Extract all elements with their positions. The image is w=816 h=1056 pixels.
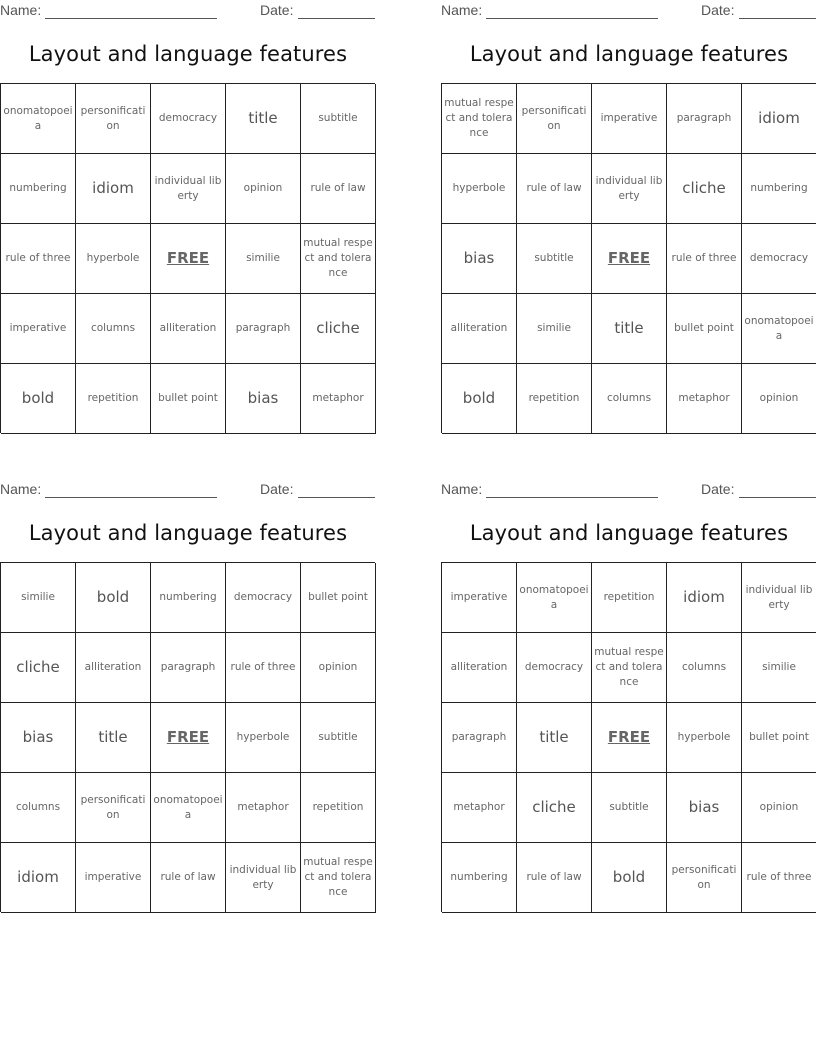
- bingo-cell: subtitle: [301, 703, 376, 773]
- bingo-cell: rule of law: [517, 154, 592, 224]
- bingo-cell: rule of law: [517, 843, 592, 913]
- bingo-cell: alliteration: [151, 294, 226, 364]
- name-blank-line: [45, 497, 217, 498]
- bingo-cell: idiom: [1, 843, 76, 913]
- name-date-row: [441, 481, 816, 499]
- bingo-cell: opinion: [742, 364, 816, 434]
- bingo-cell: paragraph: [151, 633, 226, 703]
- bingo-cell: cliche: [517, 773, 592, 843]
- bingo-grid: [441, 562, 816, 912]
- bingo-card: [441, 479, 816, 919]
- bingo-cell: idiom: [742, 84, 816, 154]
- bingo-cell: imperative: [1, 294, 76, 364]
- bingo-cell: cliche: [301, 294, 376, 364]
- bingo-cell: alliteration: [442, 633, 517, 703]
- bingo-cell: paragraph: [226, 294, 301, 364]
- free-space-cell: FREE: [592, 224, 667, 294]
- name-label: Name:: [441, 2, 483, 18]
- name-blank-line: [45, 18, 217, 19]
- bingo-grid: [0, 562, 375, 912]
- date-label: Date:: [701, 2, 735, 18]
- bingo-cell: bias: [226, 364, 301, 434]
- date-label: Date:: [260, 481, 294, 497]
- bingo-cell: onomatopoeia: [742, 294, 816, 364]
- bingo-cell: metaphor: [667, 364, 742, 434]
- card-title: Layout and language features: [28, 521, 348, 545]
- bingo-cell: cliche: [667, 154, 742, 224]
- bingo-cell: mutual respect and tolerance: [592, 633, 667, 703]
- bingo-cell: repetition: [76, 364, 151, 434]
- bingo-cell: alliteration: [442, 294, 517, 364]
- name-label: Name:: [0, 2, 42, 18]
- bingo-cell: hyperbole: [442, 154, 517, 224]
- bingo-cell: columns: [667, 633, 742, 703]
- bingo-cell: repetition: [301, 773, 376, 843]
- bingo-cell: personification: [517, 84, 592, 154]
- bingo-cell: onomatopoeia: [517, 563, 592, 633]
- bingo-cell: personification: [76, 84, 151, 154]
- bingo-cell: cliche: [1, 633, 76, 703]
- bingo-cell: numbering: [742, 154, 816, 224]
- bingo-cell: bullet point: [667, 294, 742, 364]
- bingo-cell: columns: [592, 364, 667, 434]
- bingo-cell: imperative: [76, 843, 151, 913]
- bingo-cell: bias: [1, 703, 76, 773]
- bingo-card: [0, 479, 376, 919]
- name-blank-line: [486, 18, 658, 19]
- bingo-cell: columns: [1, 773, 76, 843]
- bingo-cell: similie: [517, 294, 592, 364]
- free-space-cell: FREE: [151, 703, 226, 773]
- bingo-cell: title: [517, 703, 592, 773]
- free-space-cell: FREE: [592, 703, 667, 773]
- name-blank-line: [486, 497, 658, 498]
- bingo-cell: metaphor: [226, 773, 301, 843]
- bingo-cell: mutual respect and tolerance: [301, 224, 376, 294]
- name-date-row: [0, 2, 376, 20]
- bingo-cell: mutual respect and tolerance: [301, 843, 376, 913]
- bingo-cell: hyperbole: [226, 703, 301, 773]
- bingo-cell: similie: [742, 633, 816, 703]
- bingo-cell: rule of three: [742, 843, 816, 913]
- name-date-row: [0, 481, 376, 499]
- bingo-cell: alliteration: [76, 633, 151, 703]
- bingo-cell: hyperbole: [667, 703, 742, 773]
- bingo-cell: individual liberty: [226, 843, 301, 913]
- bingo-cell: numbering: [1, 154, 76, 224]
- free-space-cell: FREE: [151, 224, 226, 294]
- bingo-cell: repetition: [592, 563, 667, 633]
- date-blank-line: [739, 18, 816, 19]
- bingo-cell: onomatopoeia: [1, 84, 76, 154]
- bingo-grid: [441, 83, 816, 433]
- name-label: Name:: [441, 481, 483, 497]
- bingo-cell: numbering: [442, 843, 517, 913]
- card-title: Layout and language features: [469, 521, 789, 545]
- bingo-cell: personification: [76, 773, 151, 843]
- date-blank-line: [298, 497, 375, 498]
- bingo-cell: opinion: [742, 773, 816, 843]
- bingo-cell: idiom: [667, 563, 742, 633]
- bingo-cell: mutual respect and tolerance: [442, 84, 517, 154]
- bingo-cell: bold: [442, 364, 517, 434]
- bingo-cell: rule of three: [667, 224, 742, 294]
- card-title: Layout and language features: [28, 42, 348, 66]
- bingo-cell: individual liberty: [592, 154, 667, 224]
- bingo-cell: rule of law: [301, 154, 376, 224]
- bingo-cell: democracy: [742, 224, 816, 294]
- bingo-cell: paragraph: [667, 84, 742, 154]
- bingo-cell: idiom: [76, 154, 151, 224]
- bingo-cell: similie: [226, 224, 301, 294]
- bingo-cell: rule of three: [1, 224, 76, 294]
- bingo-cell: hyperbole: [76, 224, 151, 294]
- bingo-cell: numbering: [151, 563, 226, 633]
- bingo-cell: columns: [76, 294, 151, 364]
- date-blank-line: [739, 497, 816, 498]
- date-blank-line: [298, 18, 375, 19]
- bingo-cell: individual liberty: [151, 154, 226, 224]
- bingo-cell: democracy: [226, 563, 301, 633]
- bingo-card: [441, 0, 816, 440]
- bingo-cell: bullet point: [301, 563, 376, 633]
- bingo-cell: bias: [667, 773, 742, 843]
- bingo-cell: metaphor: [442, 773, 517, 843]
- bingo-cell: bullet point: [742, 703, 816, 773]
- bingo-cell: onomatopoeia: [151, 773, 226, 843]
- bingo-cell: bold: [76, 563, 151, 633]
- bingo-cell: personification: [667, 843, 742, 913]
- bingo-cell: subtitle: [592, 773, 667, 843]
- bingo-cell: opinion: [301, 633, 376, 703]
- date-label: Date:: [260, 2, 294, 18]
- bingo-cell: repetition: [517, 364, 592, 434]
- bingo-cell: imperative: [442, 563, 517, 633]
- bingo-cell: rule of law: [151, 843, 226, 913]
- bingo-cell: bold: [1, 364, 76, 434]
- name-label: Name:: [0, 481, 42, 497]
- bingo-cell: subtitle: [517, 224, 592, 294]
- bingo-cell: bullet point: [151, 364, 226, 434]
- bingo-cell: title: [76, 703, 151, 773]
- date-label: Date:: [701, 481, 735, 497]
- bingo-cell: title: [592, 294, 667, 364]
- name-date-row: [441, 2, 816, 20]
- bingo-grid: [0, 83, 375, 433]
- bingo-cell: bold: [592, 843, 667, 913]
- bingo-card: [0, 0, 376, 440]
- bingo-cell: title: [226, 84, 301, 154]
- bingo-cell: imperative: [592, 84, 667, 154]
- card-title: Layout and language features: [469, 42, 789, 66]
- bingo-cell: democracy: [517, 633, 592, 703]
- bingo-cell: democracy: [151, 84, 226, 154]
- bingo-cell: bias: [442, 224, 517, 294]
- bingo-cell: similie: [1, 563, 76, 633]
- bingo-cell: rule of three: [226, 633, 301, 703]
- bingo-cell: metaphor: [301, 364, 376, 434]
- bingo-cell: individual liberty: [742, 563, 816, 633]
- bingo-cell: opinion: [226, 154, 301, 224]
- bingo-cell: subtitle: [301, 84, 376, 154]
- bingo-cell: paragraph: [442, 703, 517, 773]
